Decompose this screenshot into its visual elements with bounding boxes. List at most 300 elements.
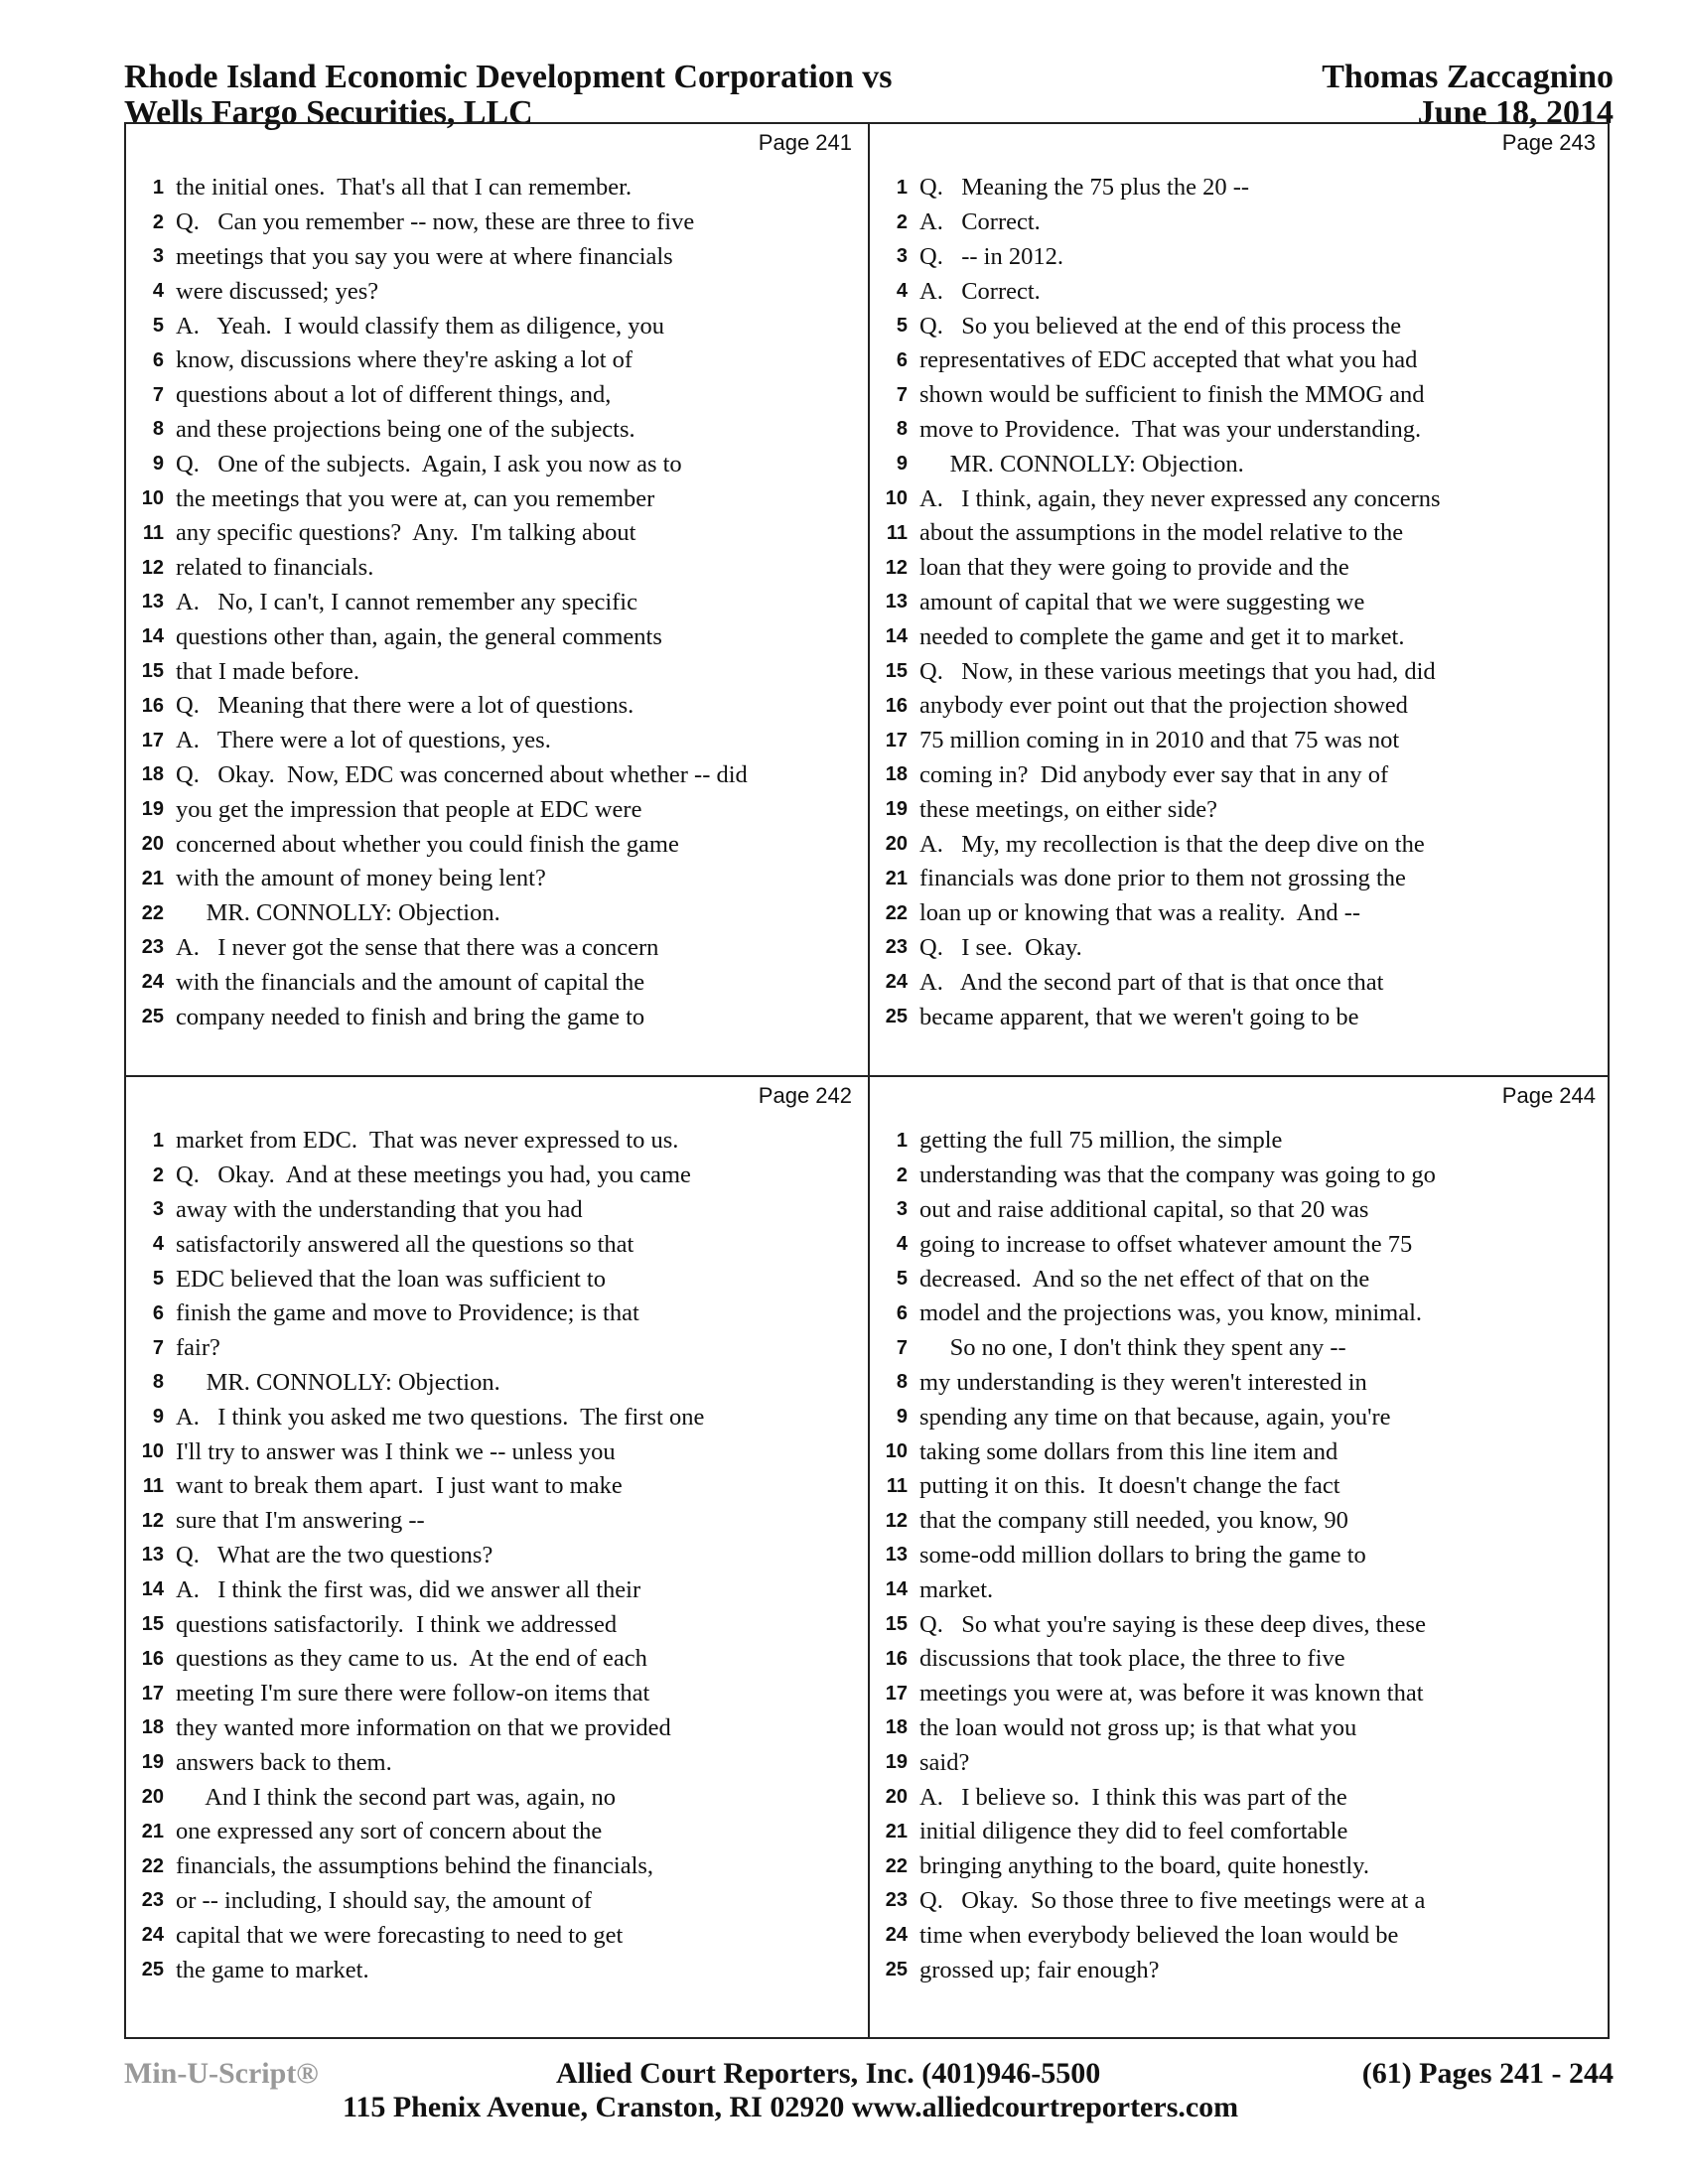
line-number: 16 [885,1647,908,1670]
line-text: So no one, I don't think they spent any -- [919,1334,1346,1362]
line-number: 20 [885,833,908,856]
line-text: A. No, I can't, I cannot remember any specific [176,588,637,615]
transcript-line [870,1711,1610,1746]
transcript-line [870,240,1610,275]
transcript-line [126,1918,866,1953]
line-number: 12 [885,556,908,579]
line-text: needed to complete the game and get it to market. [919,622,1405,650]
line-number: 15 [885,1613,908,1636]
transcript-line [126,1469,866,1504]
line-number: 17 [885,729,908,751]
line-text: the initial ones. That's all that I can remember. [176,174,633,202]
transcript-line [870,1849,1610,1884]
line-number: 7 [152,1336,164,1359]
line-number: 12 [885,1509,908,1532]
line-number: 6 [152,1301,164,1324]
line-number: 24 [885,1924,908,1947]
line-number: 25 [141,1959,164,1981]
line-number: 8 [896,418,908,441]
line-text: away with the understanding that you had [176,1195,583,1223]
line-text: grossed up; fair enough? [919,1956,1160,1983]
line-number: 9 [896,453,908,476]
line-number: 22 [141,1854,164,1877]
transcript-line [126,516,866,551]
line-text: going to increase to offset whatever amount the 75 [919,1230,1413,1258]
line-number: 7 [152,383,164,406]
transcript-page-panel [870,1077,1610,2026]
line-text: move to Providence. That was your understanding. [919,415,1422,443]
line-number: 3 [896,1198,908,1221]
line-number: 6 [152,348,164,371]
line-text: MR. CONNOLLY: Objection. [176,1368,500,1396]
line-number: 14 [141,625,164,648]
transcript-line [870,516,1610,551]
transcript-line [870,551,1610,586]
transcript-line [870,619,1610,654]
line-text: anybody ever point out that the projection showed [919,692,1408,720]
transcript-line [870,586,1610,620]
transcript-line [126,1642,866,1677]
transcript-line [870,1227,1610,1262]
line-number: 23 [141,1889,164,1912]
line-number: 4 [152,280,164,303]
line-number: 10 [141,1440,164,1463]
line-text: getting the full 75 million, the simple [919,1127,1283,1155]
transcript-line [870,378,1610,413]
transcript-line [870,1815,1610,1849]
line-text: the meetings that you were at, can you remember [176,484,655,512]
line-number: 5 [896,1268,908,1291]
line-number: 25 [885,1959,908,1981]
line-text: shown would be sufficient to finish the MMOG and [919,381,1425,409]
transcript-line [126,1884,866,1919]
line-text: A. Correct. [919,277,1041,305]
line-number: 18 [141,1716,164,1739]
line-text: Q. One of the subjects. Again, I ask you now as to [176,450,682,478]
line-text: sure that I'm answering -- [176,1507,425,1535]
line-number: 19 [141,1751,164,1774]
transcript-line [126,1124,866,1159]
transcript-line [870,1539,1610,1573]
transcript-line [126,1331,866,1366]
line-text: Q. -- in 2012. [919,242,1063,270]
transcript-line [870,1745,1610,1780]
line-number: 13 [885,1544,908,1567]
transcript-line [126,724,866,758]
transcript-line [126,586,866,620]
line-number: 5 [152,1268,164,1291]
line-text: market. [919,1575,994,1603]
line-text: I'll try to answer was I think we -- unless you [176,1437,616,1465]
line-text: taking some dollars from this line item and [919,1437,1338,1465]
line-number: 2 [152,1163,164,1186]
line-text: understanding was that the company was going to go [919,1161,1436,1189]
transcript-line [126,1745,866,1780]
transcript-line [870,1504,1610,1539]
line-text: with the financials and the amount of capital the [176,968,645,996]
line-number: 12 [141,556,164,579]
line-text: that the company still needed, you know, 90 [919,1507,1348,1535]
line-number: 19 [885,798,908,821]
transcript-line [870,1572,1610,1607]
line-number: 13 [885,591,908,614]
line-number: 21 [141,1820,164,1843]
line-number: 10 [885,487,908,510]
transcript-line [126,1262,866,1297]
transcript-line [870,205,1610,240]
transcript-line [126,1504,866,1539]
line-number: 15 [141,1613,164,1636]
transcript-page-panel [126,124,866,1073]
transcript-line [870,1297,1610,1331]
transcript-line [126,931,866,966]
transcript-line [126,862,866,896]
line-text: that I made before. [176,657,360,685]
transcript-line [870,931,1610,966]
transcript-line [870,481,1610,516]
line-number: 15 [141,660,164,683]
line-text: know, discussions where they're asking a lot of [176,346,633,374]
line-number: 20 [885,1786,908,1809]
transcript-line [870,1469,1610,1504]
line-number: 9 [152,1406,164,1429]
transcript-line [126,654,866,689]
transcript-line [870,965,1610,1000]
line-number: 24 [141,1924,164,1947]
line-number: 6 [896,348,908,371]
line-number: 12 [141,1509,164,1532]
line-number: 8 [152,1371,164,1394]
transcript-line [126,1815,866,1849]
line-text: finish the game and move to Providence; is that [176,1299,639,1327]
transcript-line [870,827,1610,862]
line-text: model and the projections was, you know, minimal. [919,1299,1423,1327]
line-text: questions about a lot of different things, and, [176,381,612,409]
page-number: Page 243 [1501,130,1596,155]
transcript-line [126,1711,866,1746]
deposition-date: June 18, 2014 [1417,94,1614,131]
line-text: want to break them apart. I just want to make [176,1472,623,1500]
transcript-line [126,1780,866,1815]
line-number: 9 [152,453,164,476]
line-text: Q. Meaning that there were a lot of questions. [176,692,634,720]
transcript-line [126,447,866,481]
line-number: 16 [141,1647,164,1670]
line-number: 3 [896,245,908,268]
line-text: Q. What are the two questions? [176,1541,493,1569]
line-text: decreased. And so the net effect of that on the [919,1265,1370,1293]
transcript-line [870,758,1610,793]
line-text: financials was done prior to them not grossing the [919,865,1406,892]
line-text: Q. Okay. And at these meetings you had, you came [176,1161,691,1189]
line-text: market from EDC. That was never expressed to us. [176,1127,679,1155]
line-text: Q. Meaning the 75 plus the 20 -- [919,174,1250,202]
line-text: Q. Okay. So those three to five meetings were at a [919,1886,1426,1914]
page-number: Page 241 [758,130,852,155]
transcript-line [126,896,866,931]
line-number: 2 [896,210,908,233]
line-text: A. Correct. [919,208,1041,236]
line-text: related to financials. [176,554,374,582]
transcript-line [870,1884,1610,1919]
transcript-line [870,171,1610,205]
reporter-agency: Allied Court Reporters, Inc. (401)946-5500 [556,2057,1101,2090]
transcript-line [870,1400,1610,1434]
line-number: 2 [896,1163,908,1186]
transcript-line [126,1366,866,1401]
line-number: 7 [896,1336,908,1359]
line-text: fair? [176,1334,220,1362]
line-text: concerned about whether you could finish the game [176,830,679,858]
line-text: some-odd million dollars to bring the game to [919,1541,1366,1569]
line-text: any specific questions? Any. I'm talking about [176,519,636,547]
line-text: And I think the second part was, again, no [176,1783,616,1811]
line-text: my understanding is they weren't interested in [919,1368,1367,1396]
transcript-line [126,274,866,309]
line-text: became apparent, that we weren't going to be [919,1003,1359,1030]
line-number: 11 [886,521,908,544]
transcript-line [126,1677,866,1711]
line-text: answers back to them. [176,1748,392,1776]
transcript-line [870,1262,1610,1297]
line-number: 17 [885,1682,908,1705]
line-text: 75 million coming in in 2010 and that 75 was not [919,727,1400,754]
transcript-line [126,1434,866,1469]
transcript-line [126,965,866,1000]
line-text: A. I think you asked me two questions. The first one [176,1403,705,1431]
line-number: 15 [885,660,908,683]
line-number: 22 [141,901,164,924]
line-text: A. I think, again, they never expressed any concerns [919,484,1441,512]
transcript-line [870,792,1610,827]
line-number: 14 [141,1578,164,1601]
line-text: Q. Okay. Now, EDC was concerned about whether -- did [176,760,748,788]
line-text: A. My, my recollection is that the deep dive on the [919,830,1425,858]
transcript-page-panel [870,124,1610,1073]
line-number: 17 [141,729,164,751]
line-text: spending any time on that because, again, you're [919,1403,1391,1431]
line-text: company needed to finish and bring the game to [176,1003,645,1030]
line-number: 8 [152,418,164,441]
transcript-line [126,1227,866,1262]
line-text: Q. So what you're saying is these deep dives, these [919,1610,1426,1638]
line-number: 23 [885,936,908,959]
transcript-line [126,240,866,275]
transcript-line [870,896,1610,931]
line-number: 6 [896,1301,908,1324]
line-text: initial diligence they did to feel comfortable [919,1818,1348,1845]
line-text: they wanted more information on that we provided [176,1713,671,1741]
case-title-line1: Rhode Island Economic Development Corporation vs [124,59,893,95]
line-text: capital that we were forecasting to need to get [176,1921,624,1949]
line-number: 16 [885,694,908,717]
line-text: about the assumptions in the model relative to the [919,519,1404,547]
line-text: or -- including, I should say, the amount of [176,1886,592,1914]
case-caption [124,60,893,131]
line-number: 14 [885,625,908,648]
line-text: meeting I'm sure there were follow-on items that [176,1680,650,1707]
transcript-line [126,792,866,827]
line-text: questions satisfactorily. I think we addressed [176,1610,618,1638]
transcript-line [870,447,1610,481]
line-text: A. I think the first was, did we answer all their [176,1575,641,1603]
line-number: 13 [141,1544,164,1567]
line-number: 11 [886,1474,908,1497]
transcript-lines [126,171,866,1034]
line-number: 11 [142,521,164,544]
transcript-line [126,378,866,413]
line-number: 3 [152,1198,164,1221]
transcript-line [870,309,1610,343]
line-number: 9 [896,1406,908,1429]
transcript-line [126,481,866,516]
line-text: with the amount of money being lent? [176,865,546,892]
line-text: out and raise additional capital, so that 20 was [919,1195,1369,1223]
transcript-line [126,1953,866,1987]
line-number: 1 [152,176,164,199]
line-text: one expressed any sort of concern about the [176,1818,603,1845]
transcript-lines [870,171,1610,1034]
transcript-line [870,1780,1610,1815]
transcript-line [126,689,866,724]
transcript-grid [124,122,1610,2039]
transcript-line [126,1297,866,1331]
transcript-line [870,1193,1610,1228]
transcript-line [870,1434,1610,1469]
line-number: 21 [141,867,164,889]
transcript-line [126,1572,866,1607]
page-number: Page 242 [758,1083,852,1108]
line-text: were discussed; yes? [176,277,379,305]
line-number: 7 [896,383,908,406]
transcript-line [126,1000,866,1034]
line-number: 11 [142,1474,164,1497]
line-text: MR. CONNOLLY: Objection. [176,899,500,927]
line-text: Q. I see. Okay. [919,933,1082,961]
line-text: you get the impression that people at EDC were [176,795,642,823]
line-text: MR. CONNOLLY: Objection. [919,450,1244,478]
transcript-line [870,274,1610,309]
transcript-line [870,1642,1610,1677]
line-text: representatives of EDC accepted that what you had [919,346,1418,374]
line-text: A. There were a lot of questions, yes. [176,727,551,754]
line-text: bringing anything to the board, quite honestly. [919,1852,1369,1880]
line-text: Q. So you believed at the end of this process the [919,312,1402,340]
transcript-line [126,758,866,793]
transcript-line [126,1400,866,1434]
transcript-line [870,862,1610,896]
line-text: meetings that you say you were at where financials [176,242,673,270]
line-number: 18 [885,763,908,786]
line-text: the loan would not gross up; is that what you [919,1713,1357,1741]
line-text: questions as they came to us. At the end of each [176,1645,647,1673]
transcript-line [126,551,866,586]
line-text: A. I never got the sense that there was a concern [176,933,659,961]
transcript-line [870,1953,1610,1987]
line-number: 5 [896,315,908,338]
line-text: loan up or knowing that was a reality. And -- [919,899,1361,927]
line-text: financials, the assumptions behind the financials, [176,1852,654,1880]
transcript-line [126,413,866,448]
transcript-line [126,619,866,654]
witness-block [1322,60,1614,131]
transcript-line [126,1607,866,1642]
line-text: putting it on this. It doesn't change the fact [919,1472,1340,1500]
transcript-line [870,343,1610,378]
line-number: 1 [896,176,908,199]
line-text: loan that they were going to provide and the [919,554,1349,582]
line-number: 23 [141,936,164,959]
transcript-line [126,205,866,240]
line-number: 17 [141,1682,164,1705]
line-text: discussions that took place, the three to five [919,1645,1345,1673]
line-number: 20 [141,833,164,856]
transcript-line [870,1607,1610,1642]
line-number: 18 [885,1716,908,1739]
transcript-line [126,1159,866,1193]
line-number: 1 [152,1129,164,1152]
line-number: 3 [152,245,164,268]
line-text: coming in? Did anybody ever say that in any of [919,760,1389,788]
transcript-line [870,1000,1610,1034]
line-number: 24 [885,971,908,994]
case-title-line2: Wells Fargo Securities, LLC [124,94,533,131]
line-number: 25 [141,1006,164,1028]
line-text: Q. Now, in these various meetings that you had, did [919,657,1436,685]
line-number: 19 [885,1751,908,1774]
line-number: 16 [141,694,164,717]
line-number: 22 [885,901,908,924]
page-number: Page 244 [1501,1083,1596,1108]
line-text: satisfactorily answered all the questions so that [176,1230,634,1258]
transcript-line [870,724,1610,758]
line-text: and these projections being one of the subjects. [176,415,635,443]
line-text: time when everybody believed the loan would be [919,1921,1399,1949]
transcript-line [126,171,866,205]
line-number: 22 [885,1854,908,1877]
transcript-line [870,1331,1610,1366]
line-number: 2 [152,210,164,233]
line-number: 4 [896,280,908,303]
line-number: 8 [896,1371,908,1394]
transcript-line [870,413,1610,448]
transcript-line [870,654,1610,689]
line-number: 1 [896,1129,908,1152]
line-text: questions other than, again, the general comments [176,622,662,650]
line-number: 21 [885,1820,908,1843]
transcript-line [126,1539,866,1573]
transcript-line [870,1124,1610,1159]
transcript-lines [870,1124,1610,1987]
line-text: said? [919,1748,970,1776]
line-number: 25 [885,1006,908,1028]
line-text: amount of capital that we were suggesting we [919,588,1365,615]
transcript-page-panel [126,1077,866,2026]
transcript-line [870,1159,1610,1193]
reporter-address: 115 Phenix Avenue, Cranston, RI 02920 www.alliedcourtreporters.com [343,2091,1239,2123]
transcript-line [870,1918,1610,1953]
transcript-line [126,309,866,343]
line-number: 18 [141,763,164,786]
transcript-line [126,1193,866,1228]
transcript-line [870,1366,1610,1401]
line-number: 10 [141,487,164,510]
transcript-line [870,1677,1610,1711]
line-number: 4 [152,1233,164,1256]
line-number: 23 [885,1889,908,1912]
line-number: 4 [896,1233,908,1256]
line-number: 10 [885,1440,908,1463]
